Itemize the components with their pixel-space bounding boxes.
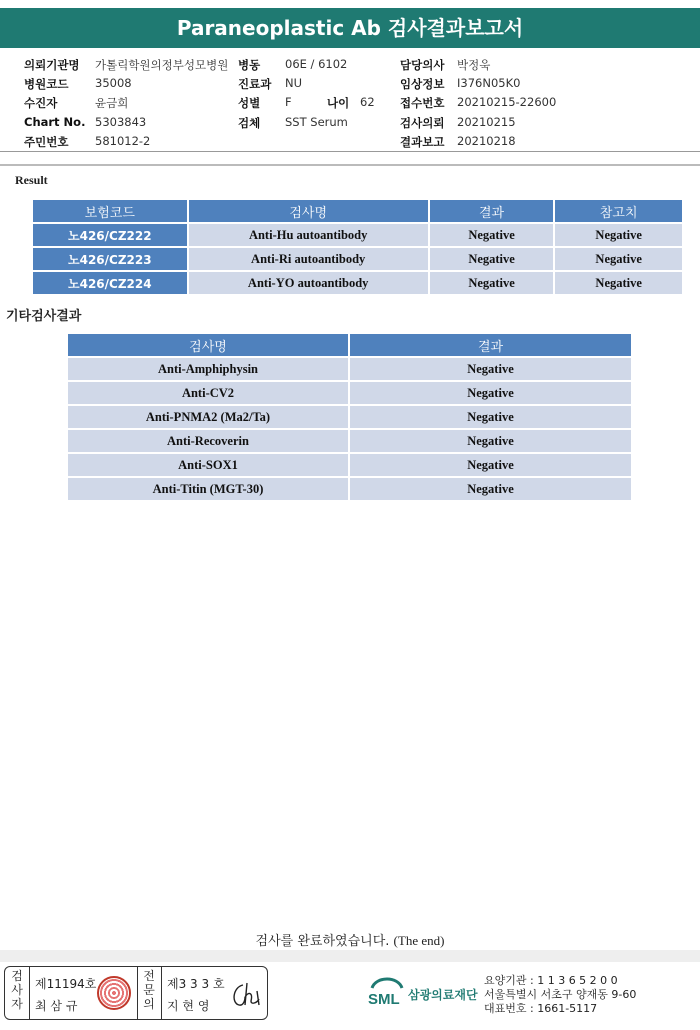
age-value: 62 (360, 95, 375, 109)
end-note-ko: 검사를 완료하였습니다. (255, 934, 390, 949)
test-result: Negative (350, 430, 631, 452)
test-result: Negative (350, 454, 631, 476)
hospital-code-value: 35008 (95, 76, 132, 90)
table-row (33, 248, 682, 270)
test-result: Negative (430, 248, 554, 270)
sex-label: 성별 (238, 96, 261, 110)
doctor-value: 박정욱 (457, 58, 491, 72)
footer-strip (0, 950, 700, 962)
specimen-value: SST Serum (285, 115, 348, 129)
divider (0, 164, 700, 166)
table-row (68, 358, 631, 380)
col-header: 보험코드 (33, 200, 187, 222)
table-row (68, 430, 631, 452)
test-result: Negative (430, 224, 554, 246)
tester-label: 검사자 (11, 969, 23, 1011)
receipt-label: 접수번호 (400, 96, 445, 110)
request-label: 검사의뢰 (400, 116, 445, 130)
tester-number: 제11194호 (35, 977, 97, 991)
reference-value: Negative (555, 248, 682, 270)
org-line: 서울특별시 서초구 양재동 9-60 (484, 988, 637, 1001)
clinical-value: I376N05K0 (457, 76, 521, 90)
report-date-value: 20210218 (457, 134, 516, 148)
table-row (68, 406, 631, 428)
org-name: 삼광의료재단 (408, 988, 478, 1002)
org-line: 요양기관 : 1 1 3 6 5 2 0 0 (484, 974, 618, 987)
ward-value: 06E / 6102 (285, 57, 348, 71)
divider (0, 151, 700, 152)
end-note-en: (The end) (393, 933, 445, 948)
table-row (33, 272, 682, 294)
seal-stamp (97, 976, 131, 1010)
sml-logo-icon (366, 974, 408, 1010)
signature (229, 979, 265, 1009)
col-header: 결과 (350, 334, 631, 356)
col-header: 참고치 (555, 200, 682, 222)
institution-value: 가톨릭학원의정부성모병원 (95, 58, 229, 72)
patient-value: 윤금희 (95, 96, 129, 110)
report-title: Paraneoplastic Ab 검사결과보고서 (0, 8, 700, 48)
test-result: Negative (350, 358, 631, 380)
insurance-code: 노426/CZ223 (33, 248, 187, 270)
chart-label: Chart No. (24, 115, 86, 129)
test-name: Anti-Hu autoantibody (189, 224, 428, 246)
test-result: Negative (350, 406, 631, 428)
divider (137, 967, 138, 1019)
insurance-code: 노426/CZ224 (33, 272, 187, 294)
report-date-label: 결과보고 (400, 135, 445, 149)
sex-value: F (285, 95, 292, 109)
other-tests-table (66, 332, 633, 502)
test-name: Anti-YO autoantibody (189, 272, 428, 294)
other-tests-title: 기타검사결과 (6, 309, 82, 324)
sml-logo-text: SML (368, 991, 400, 1008)
result-table (31, 198, 684, 296)
patient-label: 수진자 (24, 96, 58, 110)
ward-label: 병동 (238, 58, 261, 72)
org-info (484, 974, 636, 1016)
patient-info (0, 52, 700, 164)
col-header: 검사명 (189, 200, 428, 222)
id-value: 581012-2 (95, 134, 151, 148)
reviewer-name: 지 현 영 (167, 999, 210, 1013)
dept-value: NU (285, 76, 303, 90)
chart-value: 5303843 (95, 115, 147, 129)
table-row (68, 478, 631, 500)
end-note (0, 930, 700, 949)
reviewer-label: 전문의 (143, 969, 155, 1011)
institution-label: 의뢰기관명 (24, 58, 80, 72)
receipt-value: 20210215-22600 (457, 95, 557, 109)
doctor-label: 담당의사 (400, 58, 445, 72)
col-header: 검사명 (68, 334, 348, 356)
col-header: 결과 (430, 200, 554, 222)
specimen-label: 검체 (238, 116, 261, 130)
request-value: 20210215 (457, 115, 516, 129)
test-name: Anti-Amphiphysin (68, 358, 348, 380)
test-name: Anti-PNMA2 (Ma2/Ta) (68, 406, 348, 428)
age-label: 나이 (327, 96, 350, 110)
test-name: Anti-Recoverin (68, 430, 348, 452)
reference-value: Negative (555, 224, 682, 246)
hospital-code-label: 병원코드 (24, 77, 69, 91)
insurance-code: 노426/CZ222 (33, 224, 187, 246)
divider (29, 967, 30, 1019)
test-name: Anti-CV2 (68, 382, 348, 404)
test-result: Negative (350, 478, 631, 500)
signature-box (4, 966, 268, 1020)
divider (161, 967, 162, 1019)
dept-label: 진료과 (238, 77, 272, 91)
id-label: 주민번호 (24, 135, 69, 149)
clinical-label: 임상정보 (400, 77, 445, 91)
reviewer-number: 제3 3 3 호 (167, 977, 225, 991)
test-name: Anti-SOX1 (68, 454, 348, 476)
table-row (68, 454, 631, 476)
test-result: Negative (350, 382, 631, 404)
table-row (68, 382, 631, 404)
test-result: Negative (430, 272, 554, 294)
tester-name: 최 삼 규 (35, 999, 78, 1013)
org-line: 대표번호 : 1661-5117 (484, 1002, 598, 1015)
reference-value: Negative (555, 272, 682, 294)
test-name: Anti-Ri autoantibody (189, 248, 428, 270)
result-title: Result (15, 173, 48, 187)
table-row (33, 224, 682, 246)
test-name: Anti-Titin (MGT-30) (68, 478, 348, 500)
